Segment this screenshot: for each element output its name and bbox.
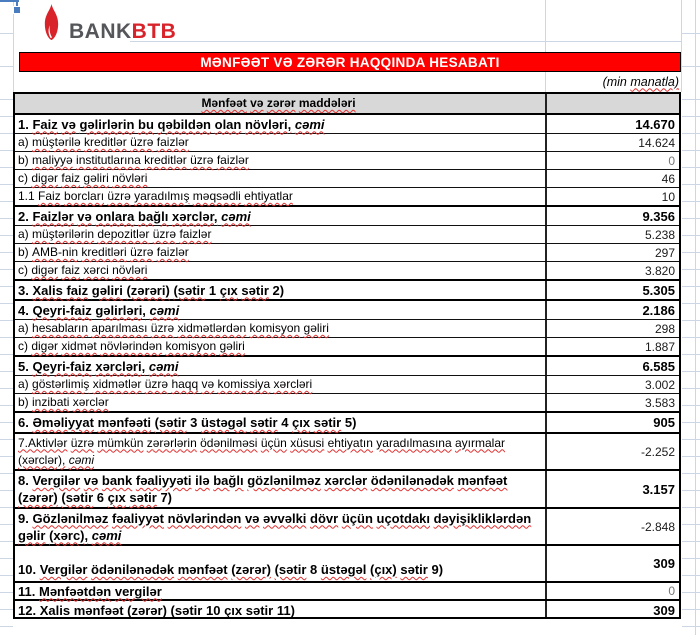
gridline <box>0 524 13 525</box>
row-label-suffix: cəmi <box>221 208 251 224</box>
gridline <box>545 0 546 92</box>
gridline <box>695 0 696 635</box>
table-row <box>15 432 679 469</box>
row-label[interactable]: 7.Aktivlər üzrə mümkün zərərlərin ödənilməsi üçün xüsusi ehtiyatın yaradılmasına ayırmalar (xərclər), cəmi <box>18 435 506 467</box>
gridline <box>0 320 13 321</box>
row-label[interactable]: 3. Xalis faiz gəliri (zərəri) (sətir 1 çıx sətir 2) <box>18 282 285 298</box>
row-value[interactable]: 1.887 <box>545 338 679 355</box>
row-label[interactable]: b) AMB-nin kreditləri üzrə faizlər <box>18 245 189 259</box>
selection-fill-handle[interactable] <box>13 6 21 14</box>
row-value[interactable]: 2.186 <box>545 301 679 319</box>
gridline <box>0 609 13 610</box>
gridline <box>682 218 700 219</box>
row-value[interactable]: 6.585 <box>545 357 679 375</box>
row-label[interactable]: 10. Vergilər ödənilənədək mənfəət (zərər) (sətir 8 üstəgəl (çıx) sətir 9) <box>18 562 444 577</box>
table-row <box>15 169 679 187</box>
row-label[interactable]: 1. Faiz və gəlirlərin bu qəbildən olan növləri, cəmi <box>18 116 325 132</box>
table-row <box>15 393 679 411</box>
gridline <box>682 490 700 491</box>
gridline <box>682 252 700 253</box>
table-row <box>15 133 679 151</box>
gridline <box>682 558 700 559</box>
gridline <box>0 66 13 67</box>
row-label[interactable]: c) digər faiz xərci növləri <box>18 263 148 277</box>
gridline <box>0 337 13 338</box>
gridline <box>0 490 13 491</box>
gridline <box>682 541 700 542</box>
gridline <box>0 575 13 576</box>
row-label[interactable]: 5. Qeyri-faiz xərcləri, cəmi <box>18 358 179 374</box>
gridline <box>682 609 700 610</box>
bank-logo-text <box>69 21 176 46</box>
table-row <box>15 299 679 319</box>
gridline <box>682 439 700 440</box>
row-value[interactable]: 10 <box>545 188 679 205</box>
gridline <box>0 439 13 440</box>
gridline <box>682 235 700 236</box>
gridline <box>0 99 13 100</box>
row-value[interactable]: 9.356 <box>545 207 679 225</box>
gridline <box>682 337 700 338</box>
table-row <box>15 581 679 599</box>
row-value[interactable]: 309 <box>545 546 679 581</box>
gridline <box>0 507 13 508</box>
row-label[interactable]: b) maliyyə institutlarına kreditlər üzrə faizlər <box>18 153 249 167</box>
row-label[interactable]: 2. Faizlər və onlara bağlı xərclər, cəmi <box>18 208 251 224</box>
row-label-suffix: cəmi <box>68 452 95 467</box>
report-title: MƏNFƏƏT VƏ ZƏRƏR HAQQINDA HESABATI <box>200 54 500 70</box>
row-value[interactable]: 14.624 <box>545 134 679 151</box>
row-label[interactable]: 11. Mənfəətdən vergilər <box>18 583 162 599</box>
gridline <box>682 269 700 270</box>
gridline <box>682 116 700 117</box>
row-value[interactable]: 5.305 <box>545 281 679 299</box>
flame-icon <box>40 3 63 46</box>
table-row <box>15 337 679 355</box>
gridline <box>682 354 700 355</box>
gridline <box>682 473 700 474</box>
row-value[interactable]: 905 <box>545 413 679 432</box>
gridline <box>682 456 700 457</box>
gridline <box>682 626 700 627</box>
gridline <box>682 286 700 287</box>
row-value[interactable]: 297 <box>545 244 679 261</box>
gridline <box>0 354 13 355</box>
table-body <box>15 113 679 619</box>
row-label[interactable]: 8. Vergilər və bank fəaliyyəti ilə bağlı gözlənilməz xərclər ödənilənədək mənfəət (zərər) (sətir 6 çıx sətir 7) <box>18 473 508 505</box>
gridline <box>0 116 13 117</box>
row-value[interactable]: 3.583 <box>545 394 679 411</box>
gridline <box>682 524 700 525</box>
table-row <box>15 469 679 507</box>
gridline <box>0 422 13 423</box>
gridline <box>0 184 13 185</box>
gridline <box>0 286 13 287</box>
pl-statement-table <box>13 92 681 619</box>
gridline <box>0 371 13 372</box>
gridline <box>682 320 700 321</box>
gridline <box>0 405 13 406</box>
gridline <box>0 167 13 168</box>
report-title-banner[interactable] <box>19 52 681 72</box>
row-value[interactable]: -2.848 <box>545 509 679 544</box>
gridline <box>682 99 700 100</box>
table-row <box>15 225 679 243</box>
table-row <box>15 279 679 299</box>
row-label-suffix: cəmi <box>91 527 122 543</box>
row-label[interactable]: a) hesabların aparılması üzrə xidmətlərdən komisyon gəliri <box>18 321 329 335</box>
row-label-suffix: cəmi <box>149 302 180 318</box>
gridline <box>682 388 700 389</box>
gridline <box>0 388 13 389</box>
row-label[interactable]: c) digər faiz gəliri növləri <box>18 171 148 185</box>
bank-logo[interactable] <box>40 6 176 46</box>
gridline <box>682 133 700 134</box>
row-label[interactable]: b) inzibati xərclər <box>18 395 109 409</box>
gridline <box>0 456 13 457</box>
gridline <box>0 150 13 151</box>
unit-note-word: manatla) <box>630 74 679 89</box>
gridline <box>682 303 700 304</box>
row-value[interactable]: 0 <box>545 583 679 599</box>
gridline <box>130 41 681 42</box>
gridline <box>682 405 700 406</box>
row-value[interactable]: 5.238 <box>545 226 679 243</box>
gridline <box>682 422 700 423</box>
table-row <box>15 355 679 375</box>
row-value[interactable]: 0 <box>545 152 679 169</box>
table-row <box>15 187 679 205</box>
row-label[interactable]: c) digər xidmət növlərindən komisyon gəliri <box>18 339 245 353</box>
gridline <box>0 133 13 134</box>
gridline <box>0 558 13 559</box>
gridline <box>0 592 13 593</box>
gridline <box>682 66 700 67</box>
logo-word-bank: BANK <box>69 20 132 43</box>
table-header-row[interactable] <box>15 94 679 113</box>
gridline <box>0 218 13 219</box>
row-value[interactable]: 3.157 <box>545 471 679 507</box>
row-value[interactable]: 309 <box>545 601 679 619</box>
unit-note[interactable] <box>603 73 679 90</box>
table-row <box>15 599 679 619</box>
table-row <box>15 544 679 581</box>
gridline <box>681 0 682 92</box>
gridline <box>0 201 13 202</box>
row-label[interactable]: a) müştərilə kreditlər üzrə faizlər <box>18 135 189 149</box>
gridline <box>682 371 700 372</box>
row-label[interactable]: a) göstərlimiş xidmətlər üzrə haqq və komissiya xərcləri <box>18 377 313 391</box>
gridline <box>0 33 13 34</box>
gridline <box>0 303 13 304</box>
row-value[interactable]: 3.002 <box>545 376 679 393</box>
row-label[interactable]: 12. Xalis mənfəət (zərər) (sətir 10 çıx sətir 11) <box>18 602 295 618</box>
gridline <box>682 201 700 202</box>
row-label[interactable]: 6. Əməliyyat mənfəəti (sətir 3 üstəgəl sətir 4 çıx sətir 5) <box>18 415 357 430</box>
table-row <box>15 151 679 169</box>
gridline <box>682 150 700 151</box>
row-label-suffix: cəmi <box>148 358 179 374</box>
gridline <box>682 592 700 593</box>
table-row <box>15 507 679 544</box>
table-row <box>15 261 679 279</box>
row-value[interactable]: -2.252 <box>545 434 679 469</box>
table-header-label[interactable]: Mənfəət və zərər maddələri <box>201 96 356 110</box>
gridline <box>682 167 700 168</box>
table-row <box>15 205 679 225</box>
row-value[interactable]: 14.670 <box>545 115 679 133</box>
row-label[interactable]: a) müştərilərin depozitlər üzrə faizlər <box>18 227 212 241</box>
table-row <box>15 375 679 393</box>
gridline <box>0 235 13 236</box>
row-value[interactable]: 298 <box>545 320 679 337</box>
gridline <box>682 575 700 576</box>
row-label[interactable]: 4. Qeyri-faiz gəlirləri, cəmi <box>18 302 180 318</box>
gridline <box>0 252 13 253</box>
table-row <box>15 113 679 133</box>
row-value[interactable]: 3.820 <box>545 262 679 279</box>
gridline <box>0 473 13 474</box>
row-label-suffix: cəmi <box>294 116 325 132</box>
gridline <box>682 33 700 34</box>
table-row <box>15 319 679 337</box>
table-row <box>15 411 679 432</box>
gridline <box>0 269 13 270</box>
row-value[interactable]: 46 <box>545 170 679 187</box>
table-row <box>15 243 679 261</box>
gridline <box>682 507 700 508</box>
logo-word-btb: BTB <box>131 20 177 43</box>
row-label[interactable]: 1.1 Faiz borcları üzrə yaradılmış məqsədli ehtiyatlar <box>18 189 293 203</box>
gridline <box>0 626 13 627</box>
row-label[interactable]: 9. Gözlənilməz fəaliyyət növlərindən və əvvəlki dövr üçün uçotdakı dəyişikliklərdən gəlir (xərc), cəmi <box>18 510 532 543</box>
gridline <box>0 541 13 542</box>
unit-note-prefix: (min <box>602 74 631 89</box>
table-header-value-cell[interactable] <box>545 94 679 113</box>
gridline <box>682 184 700 185</box>
